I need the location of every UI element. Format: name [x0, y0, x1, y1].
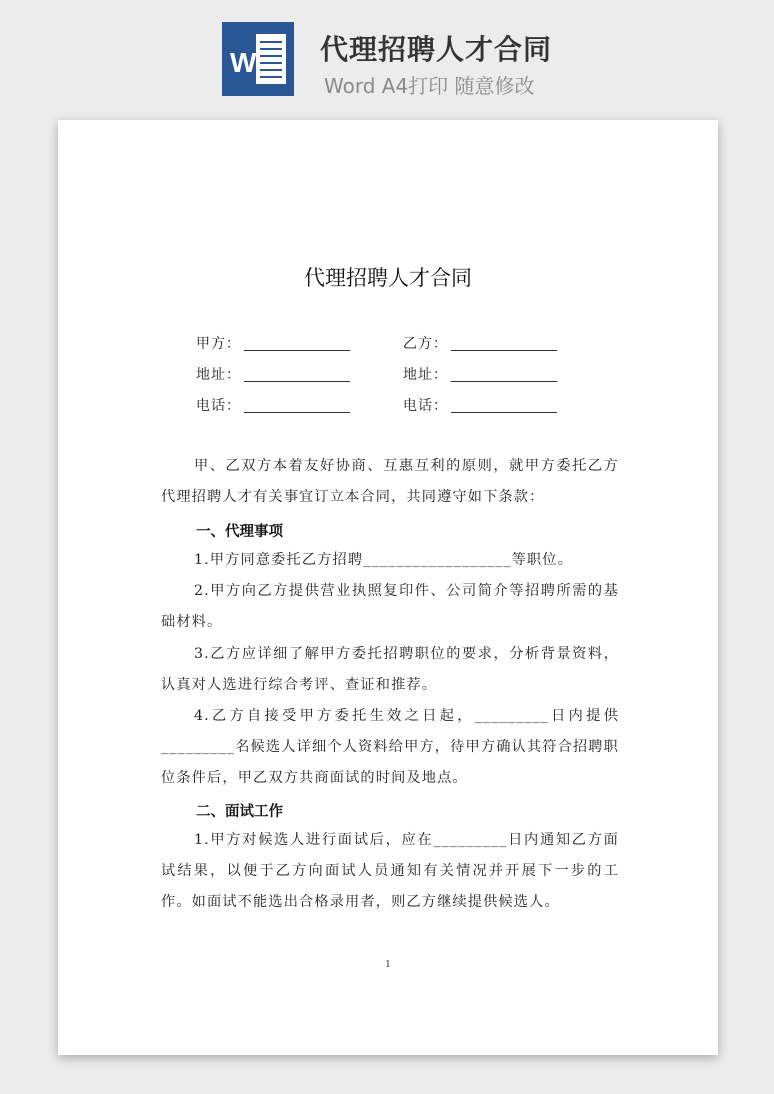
phone-a-label: 电话： [196, 398, 241, 414]
address-b-blank[interactable] [451, 381, 557, 382]
banner [0, 0, 774, 112]
page-number: 1 [385, 960, 391, 970]
address-a-label: 地址： [196, 367, 241, 383]
section1-heading: 一、代理事项 [196, 524, 283, 540]
address-a-blank[interactable] [244, 381, 350, 382]
intro-paragraph: 甲、乙双方本着友好协商、互惠互利的原则，就甲方委托乙方代理招聘人才有关事宜订立本合同，共同遵守如下条款： [161, 458, 619, 505]
address-b-label: 地址： [403, 367, 448, 383]
party-b-blank[interactable] [451, 350, 557, 351]
section2-item1: 1.甲方对候选人进行面试后，应在_________日内通知乙方面试结果，以便于乙方向面试人员通知有关情况并开展下一步的工作。如面试不能选出合格录用者，则乙方继续提供候选人。 [161, 832, 619, 910]
phone-b-label: 电话： [403, 398, 448, 414]
banner-subtitle: Word A4打印 随意修改 [324, 74, 535, 98]
svg-text:W: W [230, 47, 257, 78]
banner-title: 代理招聘人才合同 [320, 33, 553, 66]
section1-item1: 1.甲方同意委托乙方招聘__________________等职位。 [194, 552, 573, 568]
party-b-label: 乙方： [403, 336, 448, 352]
document-page [58, 120, 718, 1055]
section1-item4: 4.乙方自接受甲方委托生效之日起，_________日内提供_________名候选人详细个人资料给甲方，待甲方确认其符合招聘职位条件后，甲乙双方共商面试的时间及地点。 [161, 708, 619, 786]
party-a-label: 甲方： [196, 336, 241, 352]
section1-item3: 3.乙方应详细了解甲方委托招聘职位的要求，分析背景资料，认真对人选进行综合考评、查证和推荐。 [161, 646, 619, 693]
phone-b-blank[interactable] [451, 412, 557, 413]
phone-a-blank[interactable] [244, 412, 350, 413]
section2-heading: 二、面试工作 [196, 804, 283, 820]
party-a-blank[interactable] [244, 350, 350, 351]
word-icon [222, 22, 294, 96]
section1-item2: 2.甲方向乙方提供营业执照复印件、公司简介等招聘所需的基础材料。 [161, 583, 619, 630]
document-title: 代理招聘人才合同 [304, 266, 472, 290]
